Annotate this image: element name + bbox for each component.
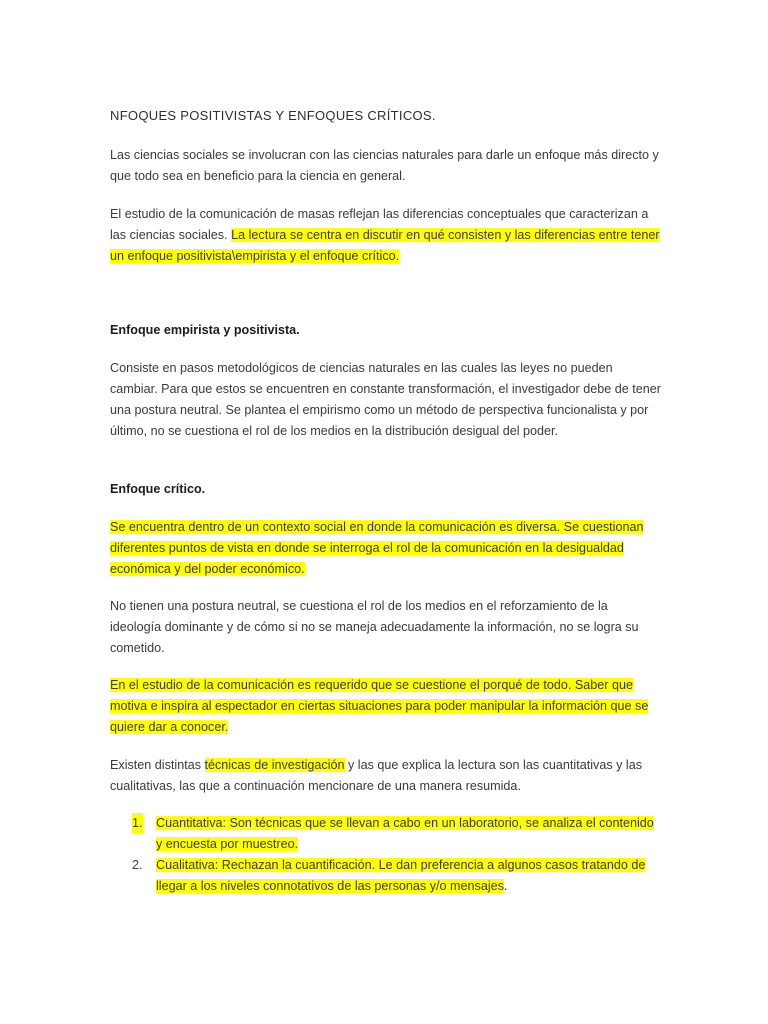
tecnicas-pre-text: Existen distintas (110, 758, 205, 772)
document-title: NFOQUES POSITIVISTAS Y ENFOQUES CRÍTICOS. (110, 108, 436, 123)
list-item-number: 1. (132, 813, 143, 834)
tecnicas-post-text: y las que explica la lectura son las cuantitativas y las cualitativas, las que a continuación mencionare de una manera resumida. (110, 758, 643, 793)
critico-highlight-text: Se encuentra dentro de un contexto social en donde la comunicación es diversa. Se cuestionan diferentes puntos de vista en donde se interroga el rol de la comunicación en la desigualdad económica y del poder económico. (110, 520, 644, 576)
intro-paragraph: Las ciencias sociales se involucran con las ciencias naturales para darle un enfoque más directo y que todo sea en beneficio para la ciencia en general. (110, 148, 659, 183)
critico-paragraph: No tienen una postura neutral, se cuestiona el rol de los medios en el reforzamiento de la ideología dominante y de cómo si no se maneja adecuadamente la información, no se logra su cometido. (110, 599, 639, 655)
estudio-paragraph (110, 675, 662, 738)
list-item-number: 2. (132, 858, 143, 872)
estudio-highlight-text: En el estudio de la comunicación es requerido que se cuestione el porqué de todo. Saber que motiva e inspira al espectador en ciertas situaciones para poder manipular la información que se quiere dar a conocer. (110, 678, 649, 734)
heading-empirista: Enfoque empirista y positivista. (110, 323, 300, 337)
tecnicas-list (110, 813, 662, 897)
masas-plain-text: El estudio de la comunicación de masas reflejan las diferencias conceptuales que caracterizan a las ciencias sociales. (110, 207, 649, 242)
list-item-text: Cualitativa: Rechazan la cuantificación. Le dan preferencia a algunos casos tratando de llegar a los niveles connotativos de las personas y/o mensajes (156, 858, 646, 893)
empirista-paragraph: Consiste en pasos metodológicos de ciencias naturales en las cuales las leyes no pueden cambiar. Para que estos se encuentren en constante transformación, el investigador debe de tener una postura neutral. Se plantea el empirismo como un método de perspectiva funcionalista y por último, no se cuestiona el rol de los medios en la distribución desigual del poder. (110, 361, 661, 438)
list-item-text: Cuantitativa: Son técnicas que se llevan a cabo en un laboratorio, se analiza el contenido y encuesta por muestreo. (156, 816, 654, 851)
masas-highlight-text: La lectura se centra en discutir en qué consisten y las diferencias entre tener un enfoque positivista\empirista y el enfoque crítico. (110, 228, 660, 263)
list-item-tail: . (503, 879, 508, 893)
list-item (110, 813, 662, 855)
tecnicas-highlight-text: técnicas de investigación (204, 758, 345, 772)
critico-highlight-paragraph (110, 517, 662, 580)
masas-paragraph (110, 204, 662, 267)
heading-critico: Enfoque crítico. (110, 482, 206, 496)
list-item (110, 855, 662, 897)
tecnicas-paragraph (110, 755, 662, 797)
